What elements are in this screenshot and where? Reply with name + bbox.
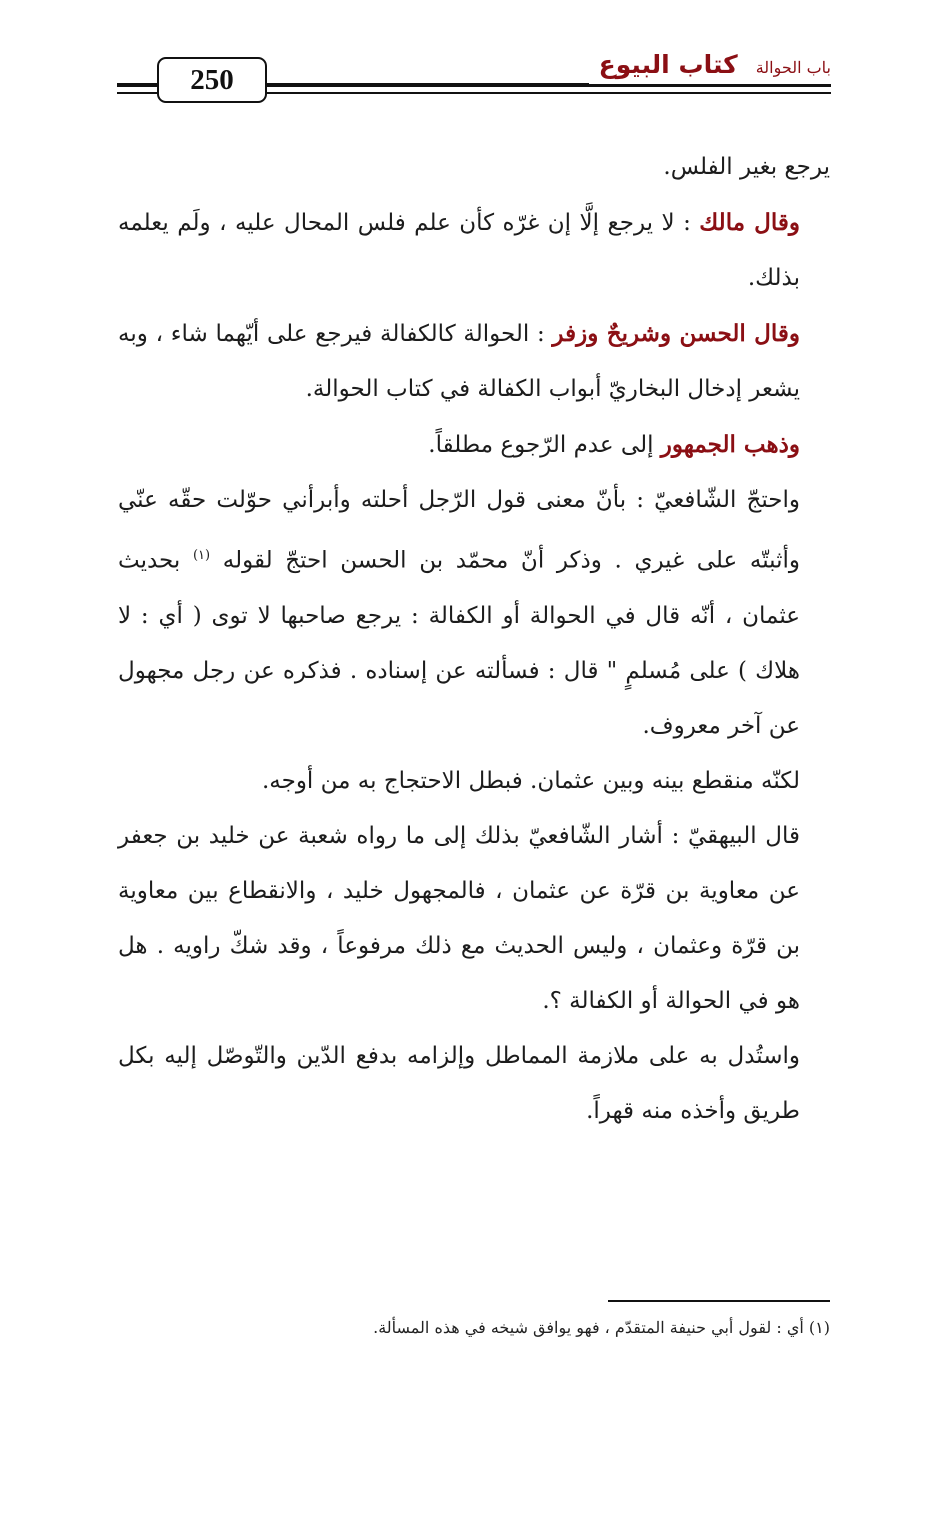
- paragraph: [118, 1029, 830, 1139]
- paragraph: [118, 754, 830, 809]
- book-title: كتاب البيوع: [598, 50, 738, 79]
- paragraph-text: واستُدل به على ملازمة المماطل وإلزامه بدفع الدّين والتّوصّل إليه بكل طريق وأخذه منه قهراً.: [118, 1042, 800, 1124]
- highlighted-name: وقال الحسن وشريحٌ وزفر: [552, 320, 800, 347]
- page-number: 250: [157, 57, 267, 103]
- paragraph: [118, 195, 830, 306]
- paragraph: [118, 809, 830, 1029]
- paragraph: [118, 306, 830, 417]
- paragraph-text: بحديث عثمان ، أنّه قال في الحوالة أو الكفالة : يرجع صاحبها لا توى ( أي : لا هلاك ) على مُسلمٍ " قال : فسألته عن إسناده . فذكره عن رجل مجهول عن آخر معروف.: [118, 547, 800, 739]
- highlighted-name: وذهب الجمهور: [660, 431, 800, 458]
- paragraph: [118, 140, 830, 195]
- paragraph-text: يرجع بغير الفلس.: [663, 154, 830, 180]
- paragraph-text: إلى عدم الرّجوع مطلقاً.: [428, 432, 661, 458]
- footnote-reference[interactable]: (١): [192, 548, 211, 563]
- paragraph: [118, 473, 830, 754]
- main-text: [118, 140, 830, 1139]
- paragraph-text: واحتجّ الشّافعيّ : بأنّ معنى قول الرّجل أحلته وأبرأني حوّلت حقّه عنّي وأثبتّه على غيري . وذكر أنّ محمّد بن الحسن احتجّ لقوله: [118, 487, 801, 574]
- chapter-title: باب الحوالة: [755, 58, 831, 77]
- paragraph-text: لكنّه منقطع بينه وبين عثمان. فبطل الاحتجاج به من أوجه.: [261, 767, 800, 794]
- footnote-separator: [608, 1300, 830, 1302]
- paragraph-text: قال البيهقيّ : أشار الشّافعيّ بذلك إلى ما رواه شعبة عن خليد بن جعفر عن معاوية بن قرّة عن عثمان ، فالمجهول خليد ، والانقطاع بين معاوية بن قرّة وعثمان ، وليس الحديث مع ذلك مرفوعاً ، وقد شكّ راويه . هل هو في الحوالة أو الكفالة ؟.: [118, 822, 800, 1014]
- paragraph-text: : الحوالة كالكفالة فيرجع على أيّهما شاء ، وبه يشعر إدخال البخاريّ أبواب الكفالة في كتاب الحوالة.: [118, 321, 800, 402]
- running-header: [589, 50, 831, 84]
- paragraph: [118, 417, 830, 473]
- footnote: (١) أي : لقول أبي حنيفة المتقدّم ، فهو يوافق شيخه في هذه المسألة.: [373, 1318, 830, 1337]
- paragraph-text: : لا يرجع إلَّا إن غرّه كأن علم فلس المحال عليه ، ولَم يعلمه بذلك.: [118, 210, 800, 291]
- highlighted-name: وقال مالك: [699, 209, 800, 236]
